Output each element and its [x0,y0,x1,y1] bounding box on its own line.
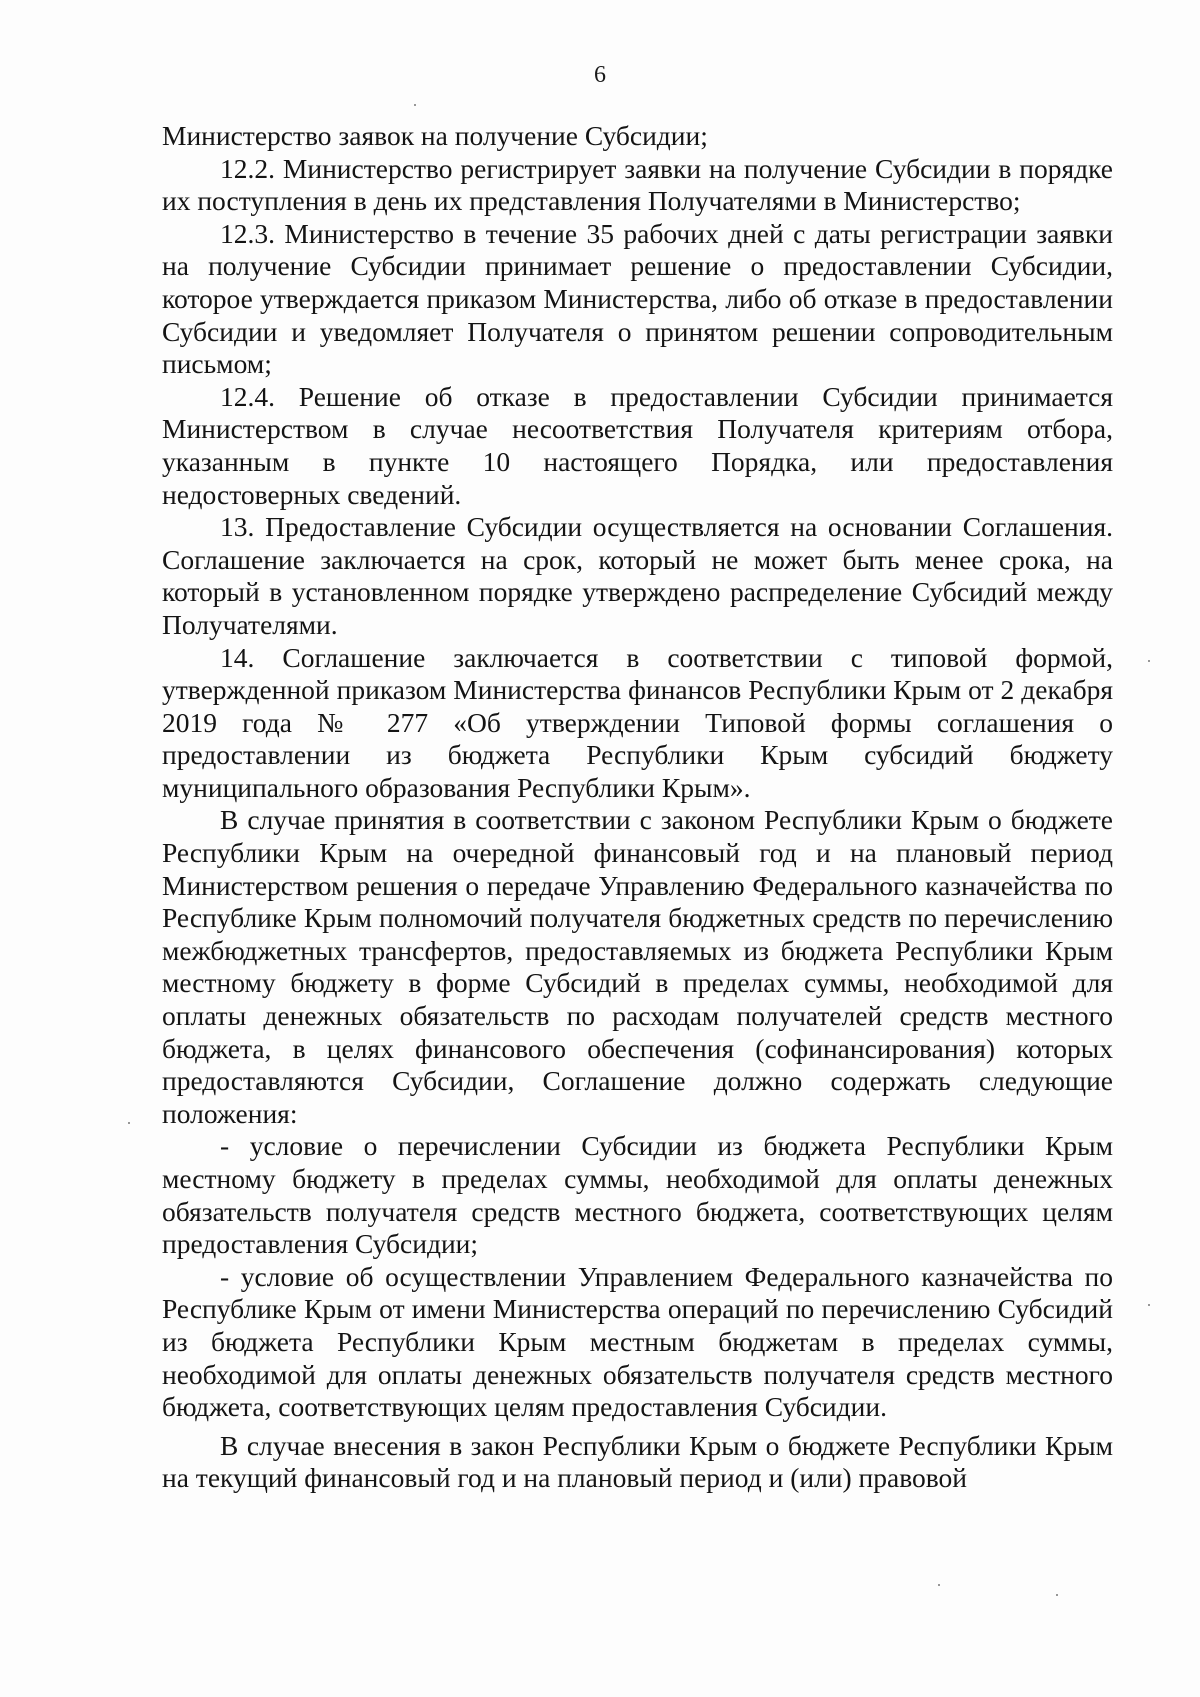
list-item-transfer-condition: - условие о перечислении Субсидии из бюджета Республики Крым местному бюджету в пределах суммы, необходимой для оплаты денежных обязательств получателя средств местного бюджета, соответствующих целям предоставления Субсидии; [162,1130,1113,1260]
scan-speck [938,1584,940,1586]
scan-speck [128,1122,130,1124]
scan-speck [414,104,416,106]
paragraph-budget-amendment: В случае внесения в закон Республики Крым о бюджете Республики Крым на текущий финансовый год и на плановый период и (или) правовой [162,1429,1113,1494]
scan-speck [1148,1304,1150,1306]
page-number: 6 [594,62,606,88]
paragraph-12-2: 12.2. Министерство регистрирует заявки на получение Субсидии в порядке их поступления в день их представления Получателями в Министерство; [162,152,1113,217]
paragraph-continuation: Министерство заявок на получение Субсидии; [162,120,708,151]
list-item-treasury-condition: - условие об осуществлении Управлением Федерального казначейства по Республике Крым от имени Министерства операций по перечислению Субсидий из бюджета Республики Крым местным бюджетам в пределах суммы, необходимой для оплаты денежных обязательств получателя средств местного бюджета, соответствующих целям предоставления Субсидии. [162,1260,1113,1423]
document-body [162,120,1113,1495]
paragraph-13: 13. Предоставление Субсидии осуществляется на основании Соглашения. Соглашение заключается на срок, который не может быть менее срока, на который в установленном порядке утверждено распределение Субсидий между Получателями. [162,511,1113,640]
scan-speck [1148,660,1150,662]
scan-speck [1056,1594,1058,1596]
paragraph-treasury-case: В случае принятия в соответствии с законом Республики Крым о бюджете Республики Крым на очередной финансовый год и на плановый период Министерством решения о передаче Управлению Федерального казначейства по Республике Крым полномочий получателя бюджетных средств по перечислению межбюджетных трансфертов, предоставляемых из бюджета Республики Крым местному бюджету в форме Субсидий в пределах суммы, необходимой для оплаты денежных обязательств по расходам получателей средств местного бюджета, в целях финансового обеспечения (софинансирования) которых предоставляются Субсидии, Соглашение должно содержать следующие положения: [162,804,1113,1129]
paragraph-14: 14. Соглашение заключается в соответствии с типовой формой, утвержденной приказом Министерства финансов Республики Крым от 2 декабря 2019 года № 277 «Об утверждении Типовой формы соглашения о предоставлении из бюджета Республики Крым субсидий бюджету муниципального образования Республики Крым». [162,641,1113,803]
paragraph-12-4: 12.4. Решение об отказе в предоставлении Субсидии принимается Министерством в случае несоответствия Получателя критериям отбора, указанным в пункте 10 настоящего Порядка, или предоставления недостоверных сведений. [162,380,1113,510]
paragraph-12-3: 12.3. Министерство в течение 35 рабочих дней с даты регистрации заявки на получение Субсидии принимает решение о предоставлении Субсидии, которое утверждается приказом Министерства, либо об отказе в предоставлении Субсидии и уведомляет Получателя о принятом решении сопроводительным письмом; [162,217,1113,380]
